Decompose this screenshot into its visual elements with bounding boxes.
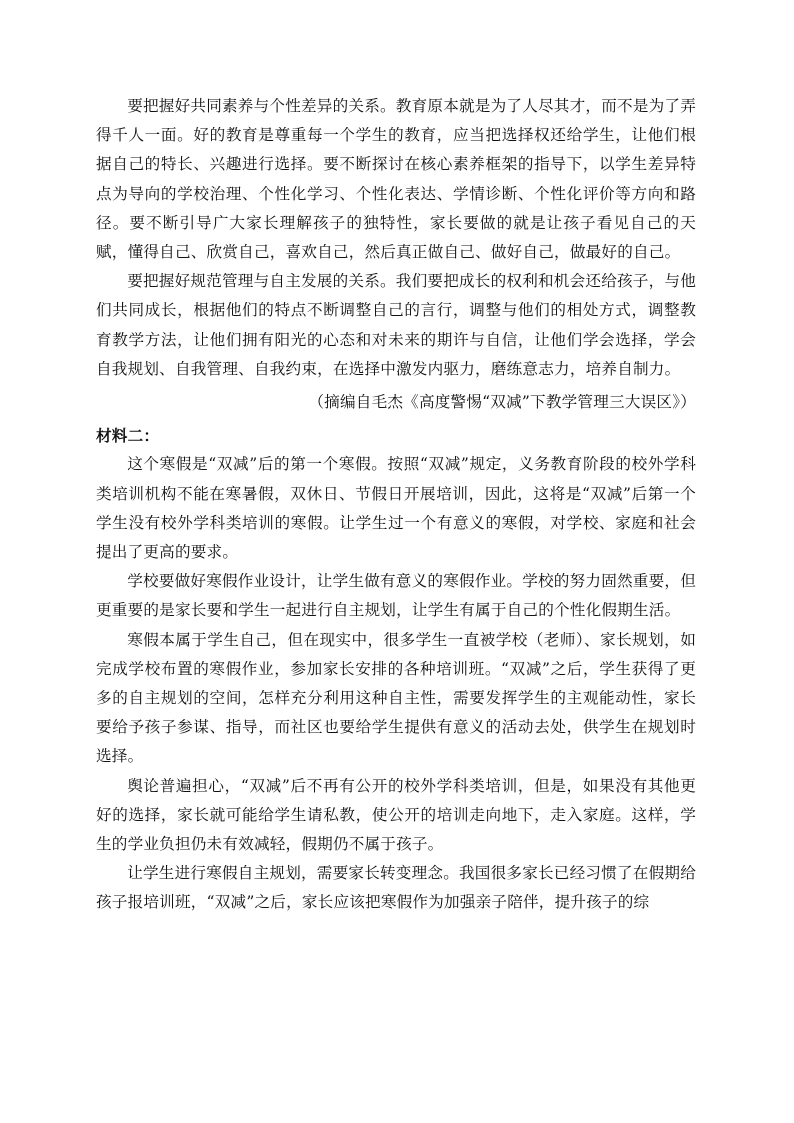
paragraph: 要把握好共同素养与个性差异的关系。教育原本就是为了人尽其才，而不是为了弄得千人一面。好的教育是尊重每一个学生的教育，应当把选择权还给学生，让他们根据自己的特长、兴趣进行选择。要不断探讨在核心素养框架的指导下，以学生差异特点为导向的学校治理、个性化学习、个性化表达、学情诊断、个性化评价等方向和路径。要不断引导广大家长理解孩子的独特性，家长要做的就是让孩子看见自己的天赋，懂得自己、欣赏自己，喜欢自己，然后真正做自己、做好自己，做最好的自己。 xyxy=(96,97,696,262)
paragraph: 寒假本属于学生自己，但在现实中，很多学生一直被学校（老师）、家长规划，如完成学校布置的寒假作业，参加家长安排的各种培训班。“双减”之后，学生获得了更多的自主规划的空间，怎样充分利用这种自主性，需要发挥学生的主观能动性，家长要给予孩子参谋、指导，而社区也要给学生提供有意义的活动去处，供学生在规划时选择。 xyxy=(96,630,696,766)
paragraph: 舆论普遍担心，“双减”后不再有公开的校外学科类培训，但是，如果没有其他更好的选择，家长就可能给学生请私教，使公开的培训走向地下，走入家庭。这样，学生的学业负担仍未有效减轻，假期仍不属于孩子。 xyxy=(96,776,696,854)
source-citation: （摘编自毛杰《高度警惕“双减”下教学管理三大误区》） xyxy=(308,393,696,412)
paragraph: 这个寒假是“双减”后的第一个寒假。按照“双减”规定，义务教育阶段的校外学科类培训机构不能在寒暑假，双休日、节假日开展培训，因此，这将是“双减”后第一个学生没有校外学科类培训的寒假。让学生过一个有意义的寒假，对学校、家庭和社会提出了更高的要求。 xyxy=(96,455,696,562)
paragraph: 让学生进行寒假自主规划，需要家长转变理念。我国很多家长已经习惯了在假期给孩子报培训班，“双减”之后，家长应该把寒假作为加强亲子陪伴，提升孩子的综 xyxy=(96,864,696,912)
material-heading: 材料二： xyxy=(96,426,160,446)
paragraph: 要把握好规范管理与自主发展的关系。我们要把成长的权利和机会还给孩子，与他们共同成长，根据他们的特点不断调整自己的言行，调整与他们的相处方式，调整教育教学方法，让他们拥有阳光的心态和对未来的期许与自信，让他们学会选择，学会自我规划、自我管理、自我约束，在选择中激发内驱力，磨练意志力，培养自制力。 xyxy=(96,272,696,378)
paragraph: 学校要做好寒假作业设计，让学生做有意义的寒假作业。学校的努力固然重要，但更重要的是家长要和学生一起进行自主规划，让学生有属于自己的个性化假期生活。 xyxy=(96,572,696,620)
document-page xyxy=(96,92,696,918)
